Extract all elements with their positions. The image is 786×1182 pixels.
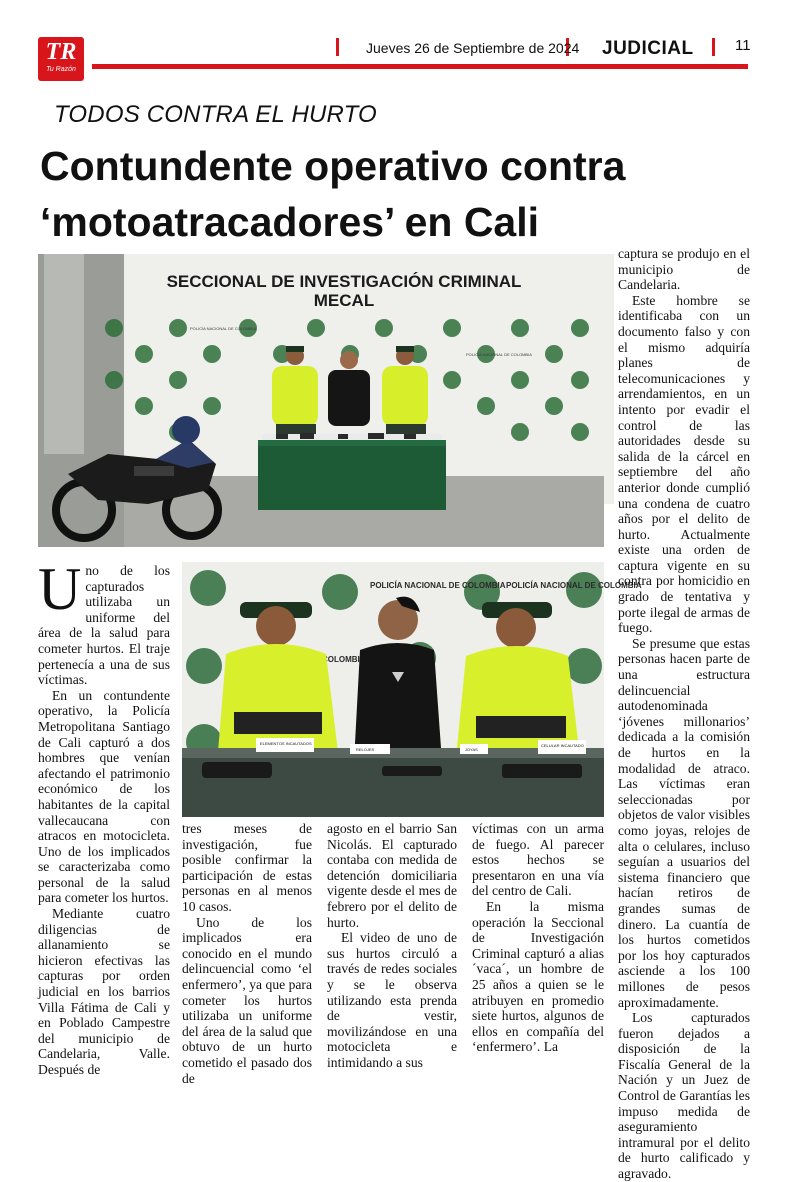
drop-cap: U xyxy=(38,556,82,622)
photo1-banner-line1: SECCIONAL DE INVESTIGACIÓN CRIMINAL xyxy=(166,272,522,291)
article-column-1 xyxy=(38,556,170,1078)
photo-evidence-table-illustration xyxy=(38,254,604,547)
article-paragraph: Se presume que estas personas hacen parte de una estructura delincuencial autodenominada ‘jóvenes millonarios’ dedicada a la comisión de hurtos en la modalidad de atraco. Las víctimas eran seleccionadas por objetos de valor visibles como joyas, relojes de alta o celulares, incluso seguían a usuarios del sistema financiero que hacían retiros de grandes sumas de dinero. La cuantía de los hurtos cometidos por los hoy capturados asciende a los 100 millones de pesos aproximadamente. xyxy=(618,635,750,1010)
article-paragraph: En la misma operación la Seccional de Investigación Criminal capturó a alias ´vaca´, un hombre de 25 años a quien se le atribuyen en promedio siete hurtos, algunos de ellos en compañía del ‘enfermero’. La xyxy=(472,898,604,1055)
article-lead-paragraph xyxy=(38,556,170,688)
header-divider xyxy=(336,38,339,56)
article-paragraph: tres meses de investigación, fue posible confirmar la participación de estas personas en al menos 10 casos. xyxy=(182,821,312,914)
section-name: JUDICIAL xyxy=(602,38,694,59)
article-paragraph: Uno de los implicados era conocido en el mundo delincuencial como ‘el enfermero’, ya que para cometer los hurtos utilizaba un uniforme del área de la salud que obtuvo de un hurto cometido el pasado dos de xyxy=(182,914,312,1086)
backdrop-text: POLICÍA NACIONAL DE COLOMBIA xyxy=(370,581,506,590)
backdrop-text: POLICÍA NACIONAL DE COLOMBIA xyxy=(466,352,532,357)
article-paragraph: Mediante cuatro diligencias de allanamiento se hicieron efectivas las capturas por orden judicial en los barrios Villa Fátima de Cali y en Poblado Campestre del municipio de Candelaria, Valle. Después de xyxy=(38,906,170,1077)
evidence-label: ELEMENTOS INCAUTADOS xyxy=(260,741,312,746)
evidence-label: RELOJES xyxy=(356,747,375,752)
article-column-3 xyxy=(327,821,457,1071)
article-headline: Contundente operativo contra ‘motoatracadores’ en Cali xyxy=(40,143,626,245)
evidence-label: JOYAS xyxy=(465,747,478,752)
article-paragraph: agosto en el barrio San Nicolás. El capturado contaba con medida de detención domiciliaria vigente desde el mes de febrero por el delito de hurto. xyxy=(327,821,457,930)
article-column-2 xyxy=(182,821,312,1086)
article-paragraph: víctimas con un arma de fuego. Al parecer estos hechos se presentaron en una vía del centro de Cali. xyxy=(472,821,604,899)
logo-initials: TR xyxy=(45,39,77,65)
article-column-4 xyxy=(472,821,604,1055)
evidence-label: CELULAR INCAUTADO xyxy=(541,743,584,748)
article-kicker: TODOS CONTRA EL HURTO xyxy=(54,101,377,128)
page-number: 11 xyxy=(735,37,751,54)
header-rule xyxy=(92,64,748,69)
article-paragraph: El video de uno de sus hurtos circuló a través de redes sociales y se le observa utilizando esta prenda de vestir, movilizándose en una motocicleta e intimidando a sus xyxy=(327,930,457,1070)
newspaper-logo xyxy=(38,37,84,81)
article-paragraph: En un contundente operativo, la Policía Metropolitana Santiago de Cali capturó a dos hombres que venían afectando el patrimonio económico de los habitantes de la capital vallecaucana con atracos en motocicleta. Uno de los implicados se caracterizaba como personal de la salud para cometer los hurtos. xyxy=(38,687,170,906)
article-paragraph: captura se produjo en el municipio de Candelaria. xyxy=(618,246,750,293)
photo1-banner-line2: MECAL xyxy=(313,291,375,310)
photo-detainee-officers xyxy=(182,562,642,817)
issue-date: Jueves 26 de Septiembre de 2024 xyxy=(366,40,580,56)
backdrop-text: POLICÍA NACIONAL DE COLOMBIA xyxy=(190,326,256,331)
photo-evidence-table xyxy=(38,254,604,547)
logo-name: Tu Razón xyxy=(46,66,76,73)
article-paragraph: Los capturados fueron dejados a disposición de la Fiscalía General de la Nación y un Juez de Control de Garantías les impuso medida de aseguramiento intramural por el delito de hurto calificado y agravado. xyxy=(618,1010,750,1182)
lead-text: no de los capturados utilizaba un uniforme del área de la salud para cometer hurtos. El traje pertenecía a una de sus víctimas. xyxy=(38,563,170,688)
header-divider xyxy=(712,38,715,56)
article-column-right xyxy=(618,246,750,1182)
article-paragraph: Este hombre se identificaba con un documento falso y con el mismo adquiría planes de telecomunicaciones y arrendamientos, en un intento por evadir el control de las autoridades desde su salida de la cárcel en septiembre del año anterior donde cumplió una condena de cuatro años por el delito de hurto. Actualmente existe una orden de captura vigente en su contra por homicidio en grado de tentativa y porte ilegal de armas de fuego. xyxy=(618,292,750,636)
photo-detainee-officers-illustration xyxy=(182,562,642,817)
backdrop-text: COLOMBIA xyxy=(322,655,366,664)
backdrop-text: POLICÍA NACIONAL DE COLOMBIA xyxy=(506,581,642,590)
